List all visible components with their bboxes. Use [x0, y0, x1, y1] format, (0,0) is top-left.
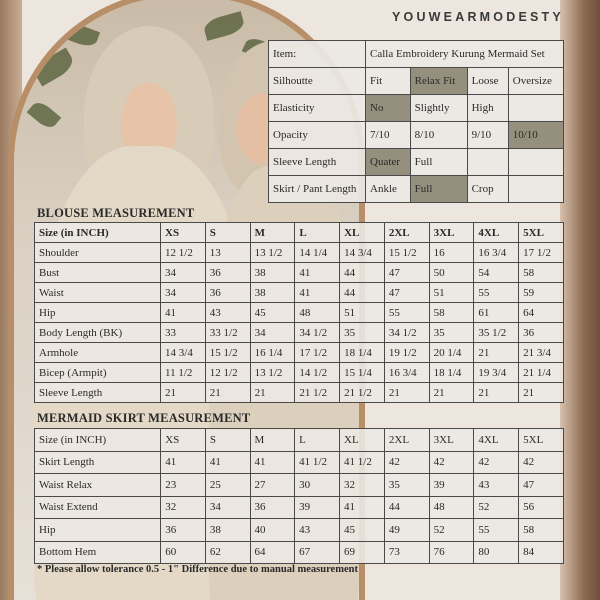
- size-column-header: 2XL: [384, 223, 429, 243]
- measurement-value: 21 3/4: [519, 343, 564, 363]
- size-column-header: L: [295, 429, 340, 452]
- attribute-option: No: [366, 95, 411, 122]
- measurement-value: 15 1/4: [340, 363, 385, 383]
- attribute-option: Crop: [467, 176, 508, 203]
- size-column-header: 2XL: [384, 429, 429, 452]
- table-header-row: [35, 429, 564, 452]
- item-attribute-row: [269, 149, 564, 176]
- measurement-value: 32: [161, 496, 206, 519]
- table-row: [35, 323, 564, 343]
- measurement-value: 84: [519, 541, 564, 564]
- measurement-value: 14 3/4: [161, 343, 206, 363]
- measurement-value: 41: [295, 283, 340, 303]
- measurement-value: 41: [205, 451, 250, 474]
- measurement-value: 59: [519, 283, 564, 303]
- attribute-option: Slightly: [410, 95, 467, 122]
- attribute-option: Loose: [467, 68, 508, 95]
- table-row: [35, 474, 564, 497]
- attribute-option: [467, 149, 508, 176]
- measurement-label: Waist Relax: [35, 474, 161, 497]
- measurement-value: 48: [429, 496, 474, 519]
- measurement-value: 17 1/2: [519, 243, 564, 263]
- measurement-value: 43: [295, 519, 340, 542]
- measurement-value: 43: [205, 303, 250, 323]
- table-row: [35, 303, 564, 323]
- measurement-value: 30: [295, 474, 340, 497]
- measurement-value: 16 1/4: [250, 343, 295, 363]
- measurement-value: 19 3/4: [474, 363, 519, 383]
- measurement-value: 64: [250, 541, 295, 564]
- measurement-label: Hip: [35, 303, 161, 323]
- measurement-label: Bottom Hem: [35, 541, 161, 564]
- attribute-option: Ankle: [366, 176, 411, 203]
- size-header: Size (in INCH): [35, 429, 161, 452]
- size-column-header: 3XL: [429, 429, 474, 452]
- measurement-value: 67: [295, 541, 340, 564]
- measurement-value: 41: [295, 263, 340, 283]
- measurement-value: 13 1/2: [250, 363, 295, 383]
- measurement-value: 44: [340, 263, 385, 283]
- measurement-value: 51: [340, 303, 385, 323]
- measurement-value: 27: [250, 474, 295, 497]
- measurement-value: 18 1/4: [429, 363, 474, 383]
- measurement-value: 21: [250, 383, 295, 403]
- attribute-label: Skirt / Pant Length: [269, 176, 366, 203]
- attribute-option: Full: [410, 176, 467, 203]
- measurement-value: 58: [519, 263, 564, 283]
- attribute-label: Opacity: [269, 122, 366, 149]
- measurement-value: 21 1/2: [295, 383, 340, 403]
- measurement-value: 16 3/4: [474, 243, 519, 263]
- measurement-value: 47: [519, 474, 564, 497]
- measurement-value: 38: [250, 283, 295, 303]
- measurement-value: 36: [519, 323, 564, 343]
- blouse-measurement-table: [34, 222, 564, 403]
- measurement-label: Armhole: [35, 343, 161, 363]
- measurement-value: 55: [384, 303, 429, 323]
- size-column-header: 5XL: [519, 429, 564, 452]
- measurement-value: 21 1/4: [519, 363, 564, 383]
- measurement-value: 56: [519, 496, 564, 519]
- measurement-label: Waist Extend: [35, 496, 161, 519]
- size-header: Size (in INCH): [35, 223, 161, 243]
- item-attribute-row: [269, 41, 564, 68]
- measurement-value: 50: [429, 263, 474, 283]
- table-row: [35, 383, 564, 403]
- table-header-row: [35, 223, 564, 243]
- measurement-value: 23: [161, 474, 206, 497]
- measurement-value: 19 1/2: [384, 343, 429, 363]
- size-column-header: 5XL: [519, 223, 564, 243]
- measurement-value: 34: [250, 323, 295, 343]
- skirt-section-title: MERMAID SKIRT MEASUREMENT: [37, 411, 251, 425]
- size-column-header: XS: [161, 429, 206, 452]
- skirt-measurement-table: [34, 428, 564, 564]
- size-column-header: XL: [340, 429, 385, 452]
- measurement-value: 36: [161, 519, 206, 542]
- size-column-header: L: [295, 223, 340, 243]
- attribute-option: [508, 95, 563, 122]
- measurement-value: 49: [384, 519, 429, 542]
- measurement-value: 45: [250, 303, 295, 323]
- measurement-value: 41 1/2: [340, 451, 385, 474]
- measurement-value: 38: [205, 519, 250, 542]
- table-row: [35, 541, 564, 564]
- size-column-header: XL: [340, 223, 385, 243]
- measurement-value: 69: [340, 541, 385, 564]
- attribute-option: 10/10: [508, 122, 563, 149]
- measurement-value: 58: [429, 303, 474, 323]
- measurement-value: 12 1/2: [161, 243, 206, 263]
- attribute-option: 8/10: [410, 122, 467, 149]
- measurement-label: Body Length (BK): [35, 323, 161, 343]
- measurement-label: Hip: [35, 519, 161, 542]
- measurement-value: 55: [474, 519, 519, 542]
- attribute-option: [508, 176, 563, 203]
- measurement-value: 35: [340, 323, 385, 343]
- item-attribute-row: [269, 95, 564, 122]
- measurement-value: 42: [474, 451, 519, 474]
- measurement-value: 80: [474, 541, 519, 564]
- size-column-header: M: [250, 223, 295, 243]
- size-column-header: S: [205, 429, 250, 452]
- attribute-label: Sleeve Length: [269, 149, 366, 176]
- attribute-label: Elasticity: [269, 95, 366, 122]
- measurement-value: 41: [250, 451, 295, 474]
- measurement-value: 32: [340, 474, 385, 497]
- measurement-value: 34 1/2: [384, 323, 429, 343]
- table-row: [35, 243, 564, 263]
- measurement-value: 55: [474, 283, 519, 303]
- measurement-value: 11 1/2: [161, 363, 206, 383]
- measurement-value: 42: [519, 451, 564, 474]
- item-attribute-row: [269, 122, 564, 149]
- measurement-value: 47: [384, 283, 429, 303]
- tolerance-note: * Please allow tolerance 0.5 - 1" Difference due to manual measurement: [37, 564, 358, 575]
- attribute-option: Fit: [366, 68, 411, 95]
- measurement-value: 42: [384, 451, 429, 474]
- measurement-value: 44: [340, 283, 385, 303]
- measurement-value: 38: [250, 263, 295, 283]
- measurement-value: 34: [205, 496, 250, 519]
- measurement-label: Shoulder: [35, 243, 161, 263]
- size-column-header: S: [205, 223, 250, 243]
- measurement-value: 34: [161, 283, 206, 303]
- measurement-value: 41: [161, 303, 206, 323]
- measurement-value: 62: [205, 541, 250, 564]
- measurement-value: 21: [384, 383, 429, 403]
- attribute-option: Relax Fit: [410, 68, 467, 95]
- table-row: [35, 263, 564, 283]
- measurement-value: 61: [474, 303, 519, 323]
- table-row: [35, 363, 564, 383]
- measurement-label: Skirt Length: [35, 451, 161, 474]
- measurement-value: 58: [519, 519, 564, 542]
- measurement-label: Waist: [35, 283, 161, 303]
- measurement-value: 21: [474, 383, 519, 403]
- measurement-value: 14 1/2: [295, 363, 340, 383]
- table-row: [35, 451, 564, 474]
- right-curtain: [560, 0, 600, 600]
- measurement-value: 13 1/2: [250, 243, 295, 263]
- measurement-value: 25: [205, 474, 250, 497]
- size-column-header: 4XL: [474, 223, 519, 243]
- measurement-value: 52: [429, 519, 474, 542]
- measurement-value: 39: [295, 496, 340, 519]
- measurement-value: 35: [384, 474, 429, 497]
- measurement-value: 16: [429, 243, 474, 263]
- table-row: [35, 496, 564, 519]
- measurement-label: Sleeve Length: [35, 383, 161, 403]
- measurement-value: 34 1/2: [295, 323, 340, 343]
- measurement-value: 14 3/4: [340, 243, 385, 263]
- item-attributes-table: [268, 40, 564, 203]
- measurement-value: 51: [429, 283, 474, 303]
- measurement-label: Bust: [35, 263, 161, 283]
- measurement-value: 15 1/2: [205, 343, 250, 363]
- measurement-value: 54: [474, 263, 519, 283]
- measurement-value: 35 1/2: [474, 323, 519, 343]
- measurement-value: 21: [519, 383, 564, 403]
- measurement-value: 13: [205, 243, 250, 263]
- measurement-value: 21 1/2: [340, 383, 385, 403]
- measurement-value: 39: [429, 474, 474, 497]
- size-column-header: 3XL: [429, 223, 474, 243]
- measurement-value: 16 3/4: [384, 363, 429, 383]
- attribute-option: High: [467, 95, 508, 122]
- measurement-value: 21: [429, 383, 474, 403]
- measurement-value: 41: [161, 451, 206, 474]
- measurement-value: 33 1/2: [205, 323, 250, 343]
- measurement-value: 41 1/2: [295, 451, 340, 474]
- measurement-value: 44: [384, 496, 429, 519]
- measurement-value: 14 1/4: [295, 243, 340, 263]
- measurement-value: 76: [429, 541, 474, 564]
- attribute-option: [508, 149, 563, 176]
- size-column-header: 4XL: [474, 429, 519, 452]
- measurement-value: 60: [161, 541, 206, 564]
- item-attribute-row: [269, 176, 564, 203]
- measurement-value: 17 1/2: [295, 343, 340, 363]
- measurement-value: 12 1/2: [205, 363, 250, 383]
- size-column-header: XS: [161, 223, 206, 243]
- measurement-value: 35: [429, 323, 474, 343]
- measurement-value: 15 1/2: [384, 243, 429, 263]
- measurement-value: 21: [474, 343, 519, 363]
- measurement-value: 64: [519, 303, 564, 323]
- brand-logo: YOUWEARMODESTY: [392, 10, 564, 24]
- measurement-value: 21: [161, 383, 206, 403]
- attribute-option: Quater: [366, 149, 411, 176]
- measurement-value: 20 1/4: [429, 343, 474, 363]
- measurement-value: 36: [250, 496, 295, 519]
- measurement-value: 47: [384, 263, 429, 283]
- measurement-value: 52: [474, 496, 519, 519]
- item-attribute-row: [269, 68, 564, 95]
- table-row: [35, 283, 564, 303]
- measurement-value: 73: [384, 541, 429, 564]
- measurement-value: 21: [205, 383, 250, 403]
- blouse-section-title: BLOUSE MEASUREMENT: [37, 206, 195, 220]
- measurement-value: 36: [205, 263, 250, 283]
- measurement-value: 42: [429, 451, 474, 474]
- table-row: [35, 519, 564, 542]
- measurement-value: 43: [474, 474, 519, 497]
- attribute-option: Full: [410, 149, 467, 176]
- attribute-option: Oversize: [508, 68, 563, 95]
- attribute-option: 7/10: [366, 122, 411, 149]
- measurement-value: 48: [295, 303, 340, 323]
- measurement-value: 41: [340, 496, 385, 519]
- attribute-label: Silhoutte: [269, 68, 366, 95]
- measurement-value: 45: [340, 519, 385, 542]
- size-column-header: M: [250, 429, 295, 452]
- attribute-label: Item:: [269, 41, 366, 68]
- attribute-option: Calla Embroidery Kurung Mermaid Set: [366, 41, 564, 68]
- measurement-value: 36: [205, 283, 250, 303]
- measurement-value: 34: [161, 263, 206, 283]
- measurement-label: Bicep (Armpit): [35, 363, 161, 383]
- measurement-value: 40: [250, 519, 295, 542]
- measurement-value: 18 1/4: [340, 343, 385, 363]
- measurement-value: 33: [161, 323, 206, 343]
- attribute-option: 9/10: [467, 122, 508, 149]
- table-row: [35, 343, 564, 363]
